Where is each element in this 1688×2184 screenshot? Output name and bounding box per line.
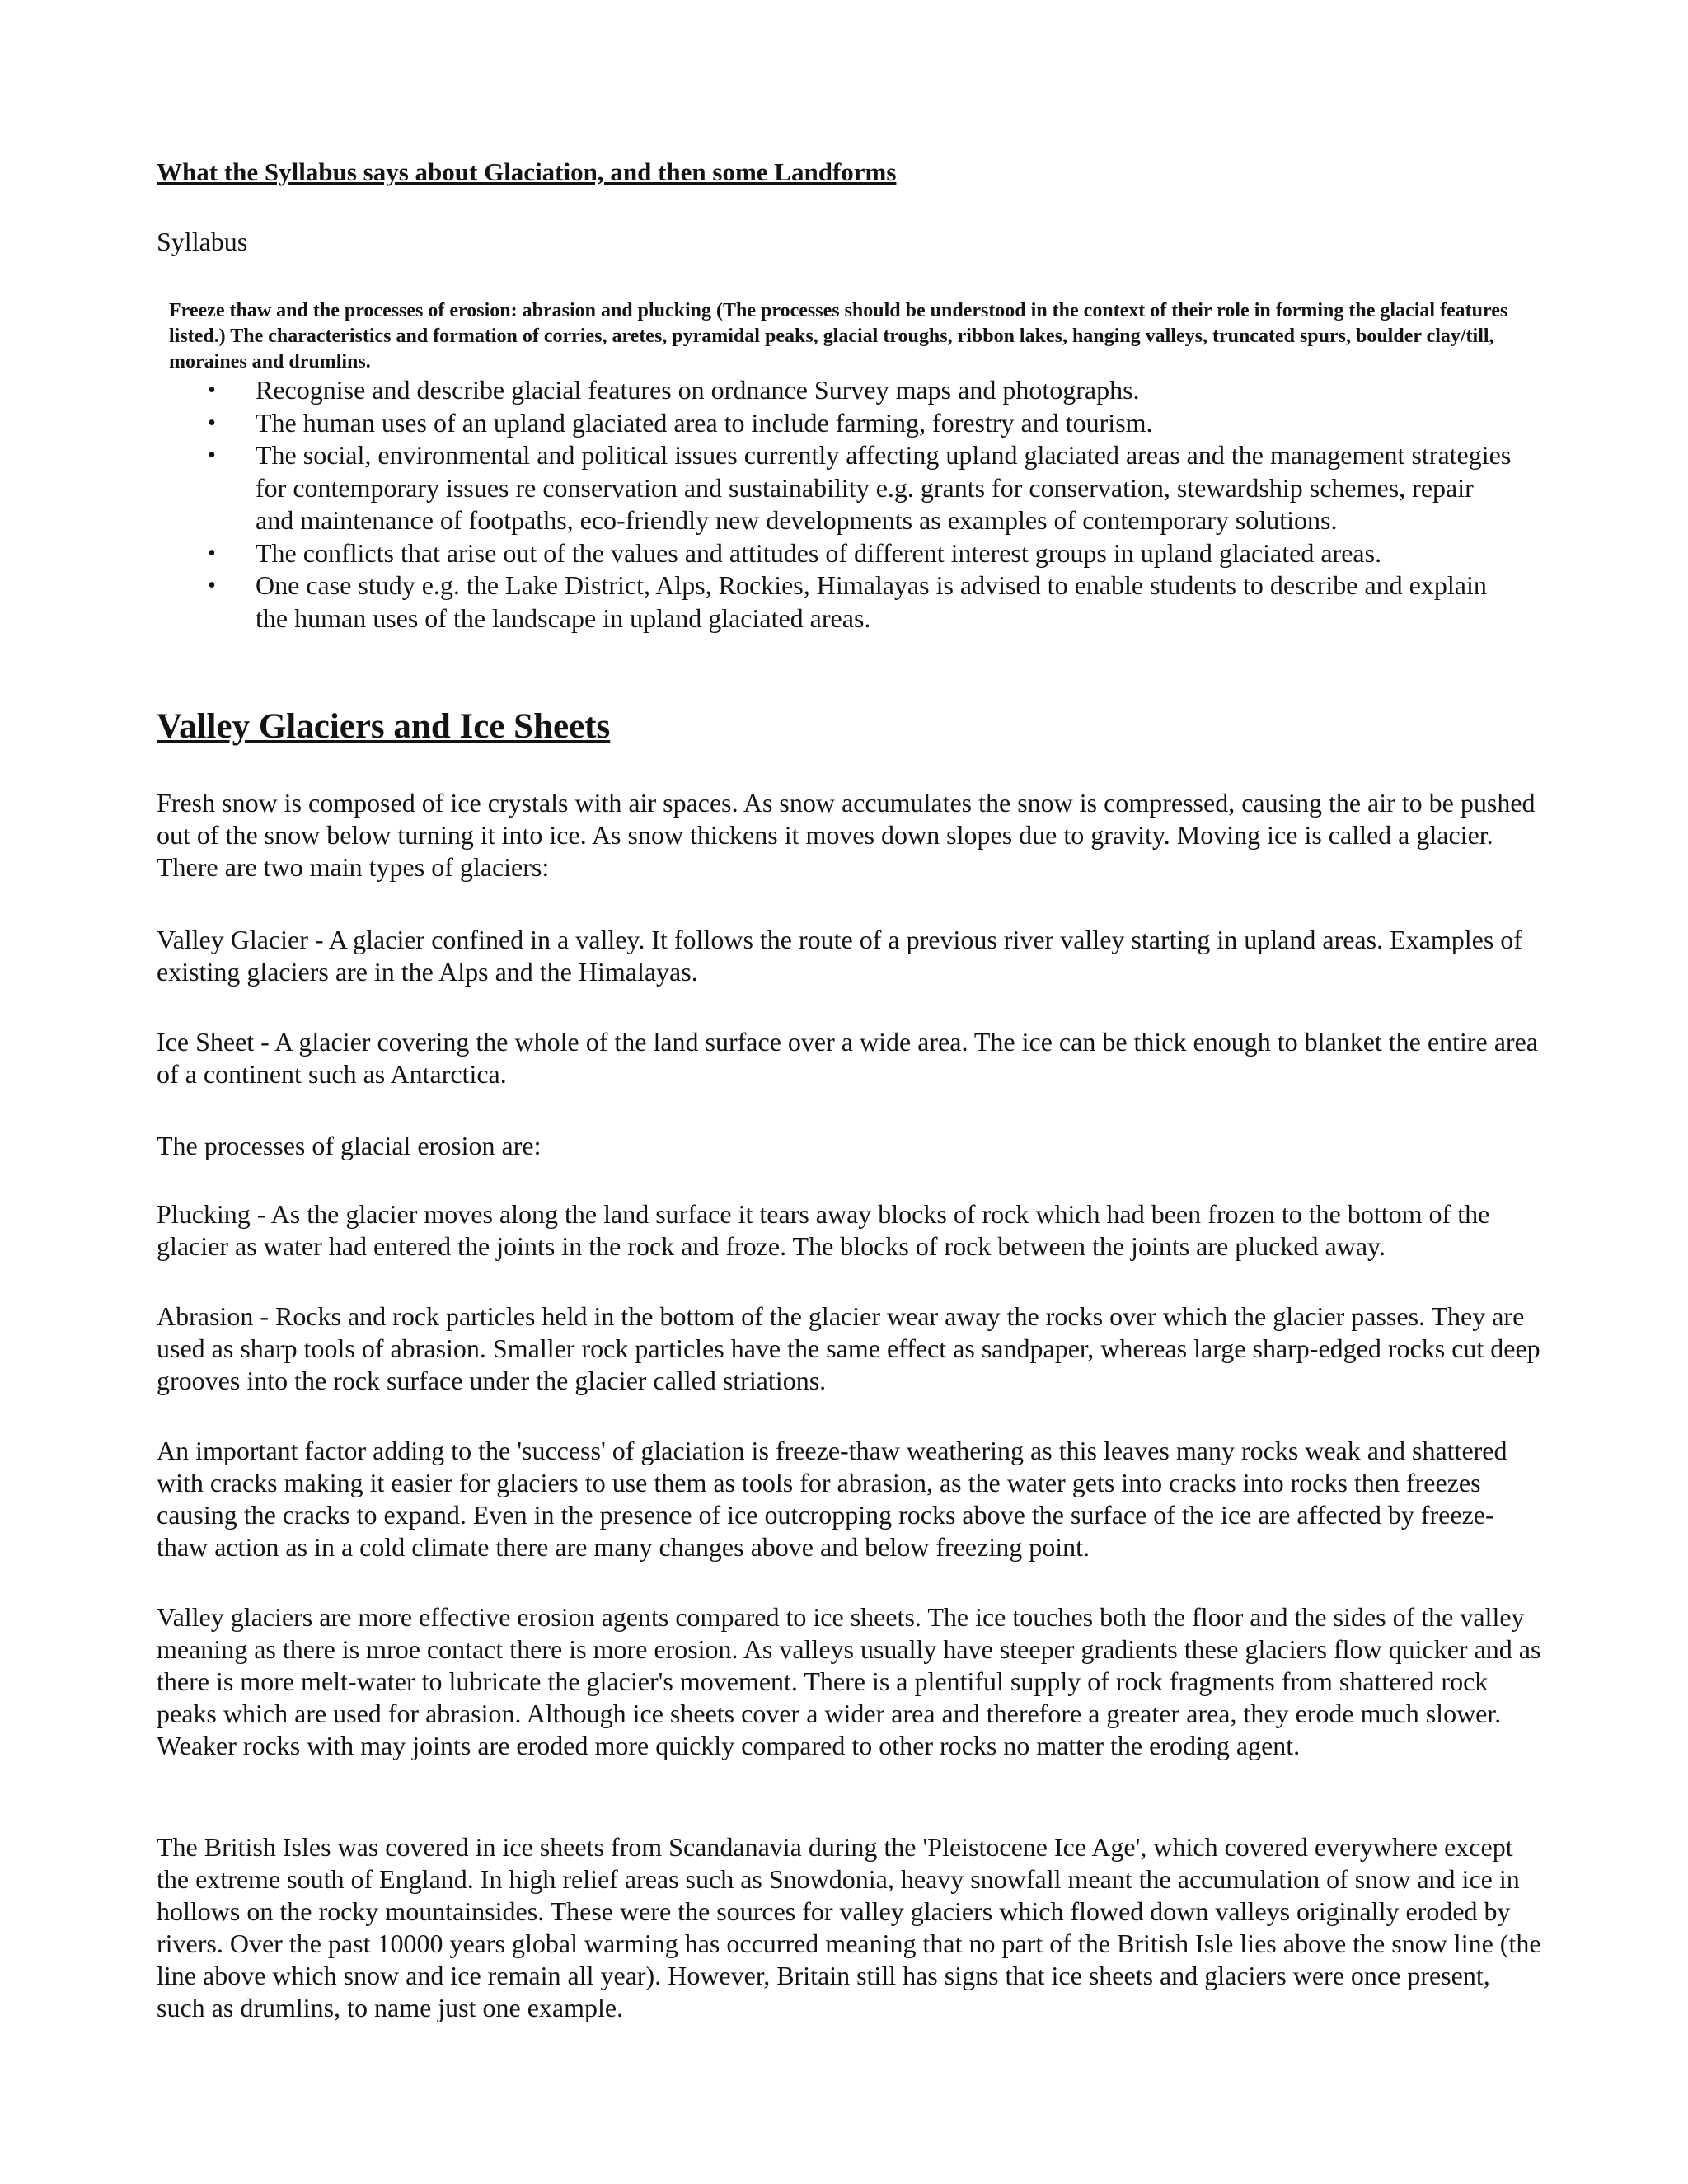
paragraph-ice-sheet: Ice Sheet - A glacier covering the whole of the land surface over a wide area. The ice can be thick enough to blanket the entire area of a continent such as Antarctica. bbox=[157, 1027, 1538, 1089]
bullet-icon: • bbox=[208, 540, 216, 566]
bullet-text: The human uses of an upland glaciated area to include farming, forestry and tourism. bbox=[256, 407, 1153, 438]
bullet-item bbox=[157, 407, 1541, 440]
bullet-item bbox=[157, 569, 1541, 635]
paragraph-freeze-thaw: An important factor adding to the 'success' of glaciation is freeze-thaw weathering as this leaves many rocks weak and shattered with cracks making it easier for glaciers to use them as tools for abrasion, as the water gets into cracks into rocks then freezes causing the cracks to expand. Even in the presence of ice outcropping rocks above the surface of the ice are affected by freeze-thaw action as in a cold climate there are many changes above and below freezing point. bbox=[157, 1436, 1507, 1562]
paragraph-valley-vs-sheets: Valley glaciers are more effective erosion agents compared to ice sheets. The ice touches both the floor and the sides of the valley meaning as there is mroe contact there is more erosion. As valleys usually have steeper gradients these glaciers flow quicker and as there is more melt-water to lubricate the glacier's movement. There is a plentiful supply of rock fragments from shattered rock peaks which are used for abrasion. Although ice sheets cover a wider area and therefore a greater area, they erode much slower. Weaker rocks with may joints are eroded more quickly compared to other rocks no matter the eroding agent. bbox=[157, 1602, 1541, 1760]
paragraph-plucking: Plucking - As the glacier moves along the land surface it tears away blocks of rock which had been frozen to the bottom of the glacier as water had entered the joints in the rock and froze. The blocks of rock between the joints are plucked away. bbox=[157, 1199, 1490, 1261]
paragraph-intro: Fresh snow is composed of ice crystals with air spaces. As snow accumulates the snow is compressed, causing the air to be pushed out of the snow below turning it into ice. As snow thickens it moves down slopes due to gravity. Moving ice is called a glacier. There are two main types of glaciers: bbox=[157, 788, 1536, 882]
paragraph-valley-glacier: Valley Glacier - A glacier confined in a valley. It follows the route of a previous river valley starting in upland areas. Examples of existing glaciers are in the Alps and the Himalayas. bbox=[157, 925, 1522, 987]
paragraph-erosion-processes: The processes of glacial erosion are: bbox=[157, 1131, 542, 1160]
syllabus-bullet-list bbox=[157, 374, 1541, 635]
syllabus-label: Syllabus bbox=[157, 227, 248, 256]
paragraph-abrasion: Abrasion - Rocks and rock particles held in the bottom of the glacier wear away the rocks over which the glacier passes. They are used as sharp tools of abrasion. Smaller rock particles have the same effect as sandpaper, whereas large sharp-edged rocks cut deep grooves into the rock surface under the glacier called striations. bbox=[157, 1301, 1540, 1395]
bullet-icon: • bbox=[208, 573, 216, 598]
bullet-text: Recognise and describe glacial features on ordnance Survey maps and photographs. bbox=[256, 375, 1140, 405]
bullet-icon: • bbox=[208, 410, 216, 436]
section-heading: Valley Glaciers and Ice Sheets bbox=[157, 707, 611, 746]
bullet-icon: • bbox=[208, 443, 216, 468]
bullet-text: The social, environmental and political issues currently affecting upland glaciated areas and the management strategies for contemporary issues re conservation and sustainability e.g. grants for conservation, stewardship schemes, repair and maintenance of footpaths, eco-friendly new developments as examples of contemporary solutions. bbox=[256, 440, 1512, 535]
bullet-item bbox=[157, 374, 1541, 407]
bullet-item bbox=[157, 439, 1541, 537]
document-title: What the Syllabus says about Glaciation, and then some Landforms bbox=[157, 157, 897, 186]
paragraph-british-isles: The British Isles was covered in ice sheets from Scandanavia during the 'Pleistocene Ice Age', which covered everywhere except the extreme south of England. In high relief areas such as Snowdonia, heavy snowfall meant the accumulation of snow and ice in hollows on the rocky mountainsides. These were the sources for valley glaciers which flowed down valleys originally eroded by rivers. Over the past 10000 years global warming has occurred meaning that no part of the British Isle lies above the snow line (the line above which snow and ice remain all year). However, Britain still has signs that ice sheets and glaciers were once present, such as drumlins, to name just one example. bbox=[157, 1832, 1541, 2022]
bullet-item bbox=[157, 537, 1541, 570]
bullet-text: The conflicts that arise out of the values and attitudes of different interest groups in upland glaciated areas. bbox=[256, 537, 1382, 568]
bullet-text: One case study e.g. the Lake District, Alps, Rockies, Himalayas is advised to enable students to describe and explain the human uses of the landscape in upland glaciated areas. bbox=[256, 570, 1487, 633]
bullet-icon: • bbox=[208, 377, 216, 403]
syllabus-summary: Freeze thaw and the processes of erosion: abrasion and plucking (The processes should be understood in the context of their role in forming the glacial features listed.) The characteristics and formation of corries, aretes, pyramidal peaks, glacial troughs, ribbon lakes, hanging valleys, truncated spurs, boulder clay/till, moraines and drumlins. bbox=[169, 300, 1508, 373]
